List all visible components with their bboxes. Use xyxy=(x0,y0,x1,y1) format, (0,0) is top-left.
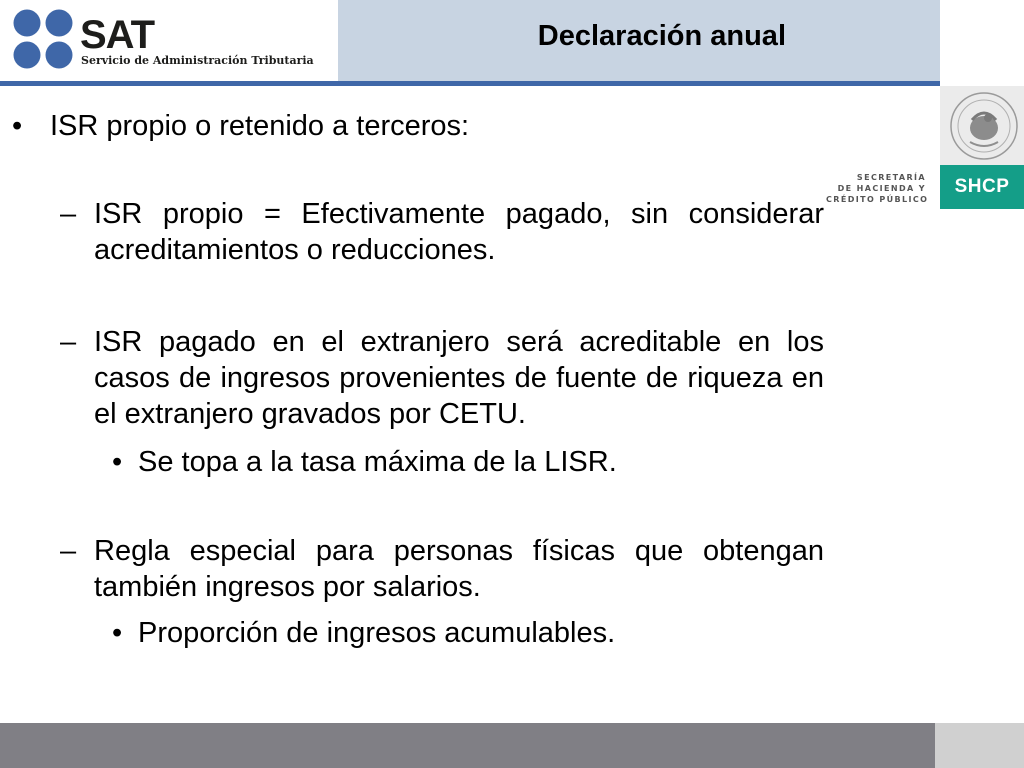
sub-sub-item-text: Proporción de ingresos acumulables. xyxy=(138,617,616,649)
bullet-mark: • xyxy=(112,617,123,649)
dash-mark: – xyxy=(60,535,77,567)
national-seal-icon xyxy=(948,90,1020,162)
agency-name xyxy=(826,172,929,205)
sub-sub-item xyxy=(112,615,615,651)
sub-item-text: ISR propio = Efectivamente pagado, sin considerar acreditamientos o reducciones. xyxy=(94,198,824,266)
agency-name-line: CRÉDITO PÚBLICO xyxy=(826,195,929,204)
footer-end xyxy=(935,723,1024,768)
main-bullet-text: ISR propio o retenido a terceros: xyxy=(50,110,470,142)
agency-name-line: SECRETARÍA xyxy=(856,173,926,182)
shcp-badge: SHCP xyxy=(940,165,1024,209)
agency-name-line: DE HACIENDA Y xyxy=(837,184,926,193)
sat-logo-icon xyxy=(12,8,74,70)
bullet-mark: • xyxy=(12,110,23,142)
bullet-mark: • xyxy=(112,446,123,478)
sub-item xyxy=(60,324,824,432)
sat-wordmark: SAT xyxy=(80,13,155,57)
sub-sub-item xyxy=(112,444,617,480)
sub-item xyxy=(60,533,824,605)
header-rule xyxy=(0,81,940,86)
sub-sub-item-text: Se topa a la tasa máxima de la LISR. xyxy=(138,446,617,478)
sub-item-text: ISR pagado en el extranjero será acreditable en los casos de ingresos provenientes de fuente de riqueza en el extranjero gravados por CETU. xyxy=(94,326,824,430)
dash-mark: – xyxy=(60,198,77,230)
dash-mark: – xyxy=(60,326,77,358)
sat-subtitle: Servicio de Administración Tributaria xyxy=(81,54,314,67)
footer-bar xyxy=(0,723,935,768)
right-strip xyxy=(940,0,1024,86)
sub-item xyxy=(60,196,824,268)
sub-item-text: Regla especial para personas físicas que obtengan también ingresos por salarios. xyxy=(94,535,824,603)
page-title: Declaración anual xyxy=(537,20,786,52)
main-bullet xyxy=(12,108,469,144)
